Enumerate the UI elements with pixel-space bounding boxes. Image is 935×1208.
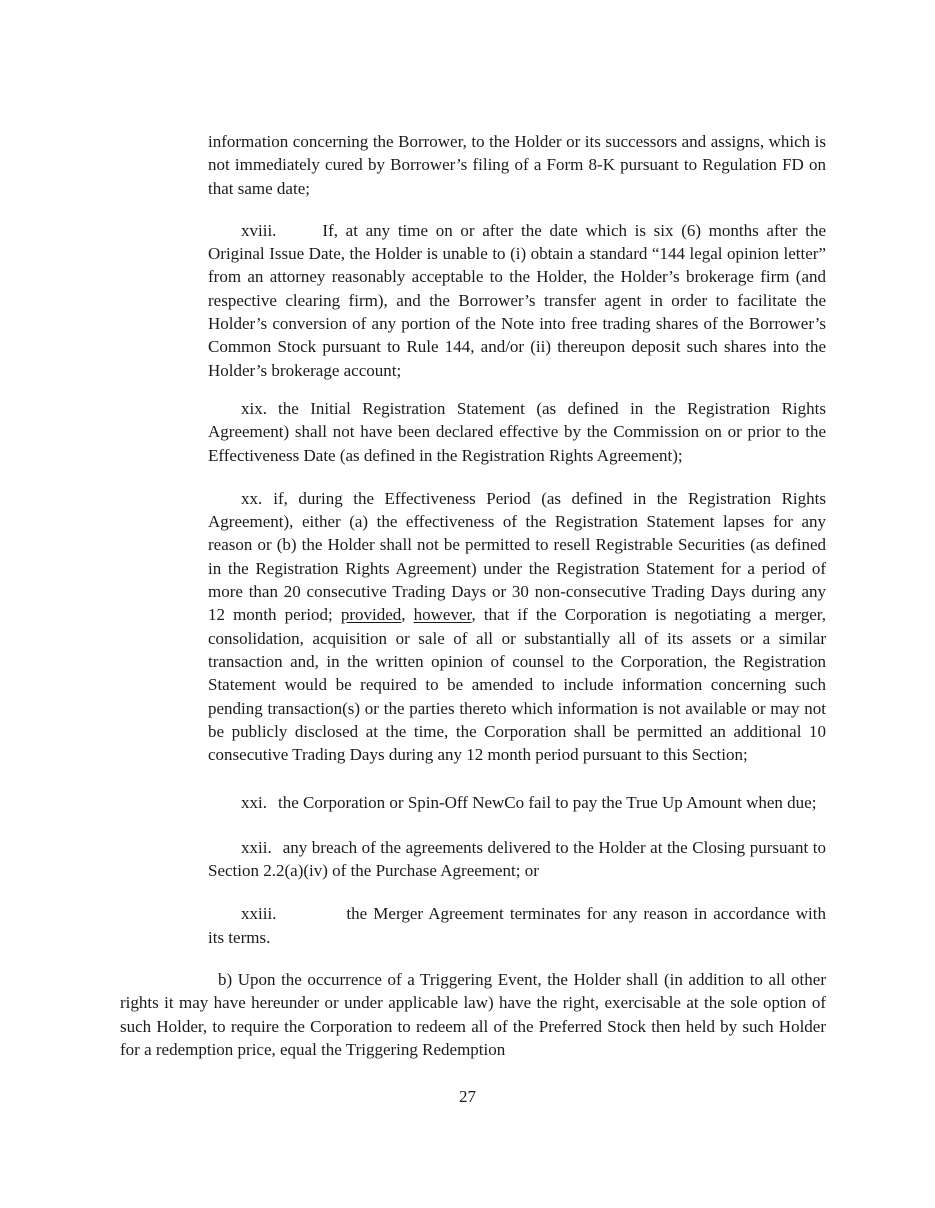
clause-xix [208,397,826,467]
clause-xvii-continuation [208,130,826,200]
page-number: 27 [459,1087,476,1106]
tab-spacer [267,413,278,414]
clause-number: xxii. [241,837,272,857]
clause-number: xxiii. [241,904,277,924]
clause-number: xx. [241,488,263,508]
clause-xx [208,487,826,767]
clause-text: if, during the Effectiveness Period (as defined in the Registration Rights Agreement), either (a) the effectiveness of the Registration Statement lapses for any reason or (b) the Holder shall not be permitted to resell Registrable Securities (as defined in the Registration Rights Agreement) under the Registration Statement for a period of more than 20 consecutive Trading Days or 30 non-consecutive Trading Days during any 12 month period; [208,488,826,625]
tab-spacer [276,918,346,919]
clause-text: information concerning the Borrower, to the Holder or its successors and assigns, which is not immediately cured by Borrower’s filing of a Form 8-K pursuant to Regulation FD on that same date; [208,132,826,198]
clause-xviii [208,219,826,382]
paragraph-b [120,968,826,1061]
clause-text: the Corporation or Spin-Off NewCo fail to pay the True Up Amount when due; [277,793,817,813]
tab-spacer [276,235,322,236]
underlined-term: however [413,605,472,625]
clause-number: xix. [241,398,267,418]
clause-text: , that if the Corporation is negotiating a merger, consolidation, acquisition or sale of all or substantially all of its assets or a similar transaction and, in the written opinion of counsel to the Corporation, the Registration Statement would be required to be amended to include information concerning such pending transaction(s) or the parties thereto which information is not available or may not be publicly disclosed at the time, the Corporation shall be permitted an additional 10 consecutive Trading Days during any 12 month period pursuant to this Section; [208,605,826,765]
clause-xxi [208,791,826,814]
clause-text: the Initial Registration Statement (as defined in the Registration Rights Agreement) shall not have been declared effective by the Commission on or prior to the Effectiveness Date (as defined in the Registration Rights Agreement); [208,398,826,465]
clause-number: xviii. [241,220,277,240]
clause-text: the Merger Agreement terminates for any reason in accordance with its terms. [208,904,826,947]
tab-spacer [267,807,278,808]
tab-spacer [272,852,283,853]
underlined-term: provided [340,605,402,625]
clause-text: If, at any time on or after the date which is six (6) months after the Original Issue Date, the Holder is unable to (i) obtain a standard “144 legal opinion letter” from an attorney reasonably acceptable to the Holder, the Holder’s brokerage firm (and respective clearing firm), and the Borrower’s transfer agent in order to facilitate the Holder’s conversion of any portion of the Note into free trading shares of the Borrower’s Common Stock pursuant to Rule 144, and/or (ii) thereupon deposit such shares into the Holder’s brokerage account; [208,220,826,380]
clause-text: , [401,605,414,625]
clause-xxii [208,836,826,883]
clause-xxiii [208,902,826,949]
document-body [0,130,935,1061]
clause-text: b) Upon the occurrence of a Triggering Event, the Holder shall (in addition to all other rights it may have hereunder or under applicable law) have the right, exercisable at the sole option of such Holder, to require the Corporation to redeem all of the Preferred Stock then held by such Holder for a redemption price, equal the Triggering Redemption [120,969,826,1059]
clause-text: any breach of the agreements delivered to the Holder at the Closing pursuant to Section 2.2(a)(iv) of the Purchase Agreement; or [208,837,826,881]
tab-spacer [262,503,273,504]
clause-number: xxi. [241,793,267,813]
